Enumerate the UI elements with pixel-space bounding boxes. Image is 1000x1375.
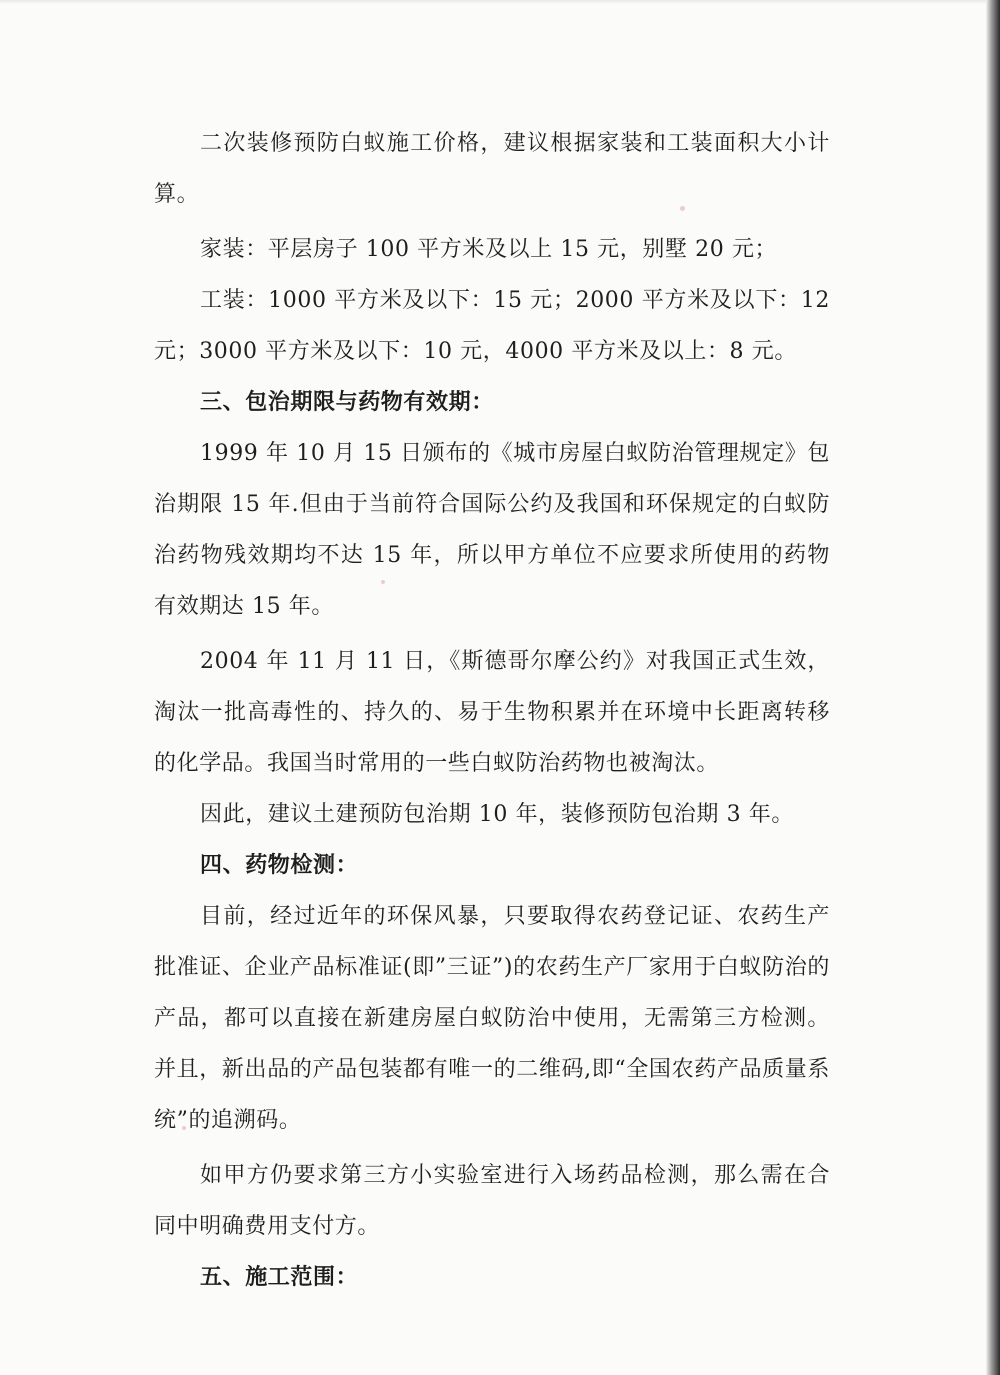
paragraph-home-price: 家装：平层房子 100 平方米及以上 15 元，别墅 20 元； — [200, 237, 778, 262]
paragraph-lab-testing: 如甲方仍要求第三方小实验室进行入场药品检测，那么需在合同中明确费用支付方。 — [154, 1163, 830, 1239]
document-body — [154, 118, 830, 1303]
heading-warranty-period: 三、包治期限与药物有效期： — [200, 389, 494, 415]
paragraph-regulation: 1999 年 10 月 15 日颁布的《城市房屋白蚁防治管理规定》包治期限 15 年.但由于当前符合国际公约及我国和环保规定的白蚁防治药物残效期均不达 15 年，所以甲方单位不应要求所使用的药物有效期达 15 年。 — [154, 441, 830, 619]
heading-drug-testing: 四、药物检测： — [200, 852, 359, 878]
scan-top-edge — [0, 0, 1000, 4]
paragraph-commercial-price: 工装：1000 平方米及以下：15 元；2000 平方米及以下：12 元；3000 平方米及以下：10 元，4000 平方米及以上：8 元。 — [154, 288, 830, 364]
paragraph-three-certificates: 目前，经过近年的环保风暴，只要取得农药登记证、农药生产批准证、企业产品标准证(即”三证”)的农药生产厂家用于白蚁防治的产品，都可以直接在新建房屋白蚁防治中使用，无需第三方检测。并且，新出品的产品包装都有唯一的二维码,即“全国农药产品质量系统”的追溯码。 — [154, 904, 830, 1133]
scan-right-edge — [986, 0, 1000, 1375]
paragraph-decoration-price: 二次装修预防白蚁施工价格，建议根据家装和工装面积大小计算。 — [154, 131, 830, 207]
paragraph-stockholm-convention: 2004 年 11 月 11 日，《斯德哥尔摩公约》对我国正式生效，淘汰一批高毒性的、持久的、易于生物积累并在环境中长距离转移的化学品。我国当时常用的一些白蚁防治药物也被淘汰。 — [154, 649, 830, 776]
paragraph-recommendation: 因此，建议土建预防包治期 10 年，装修预防包治期 3 年。 — [200, 802, 794, 827]
heading-construction-scope: 五、施工范围： — [200, 1264, 359, 1290]
